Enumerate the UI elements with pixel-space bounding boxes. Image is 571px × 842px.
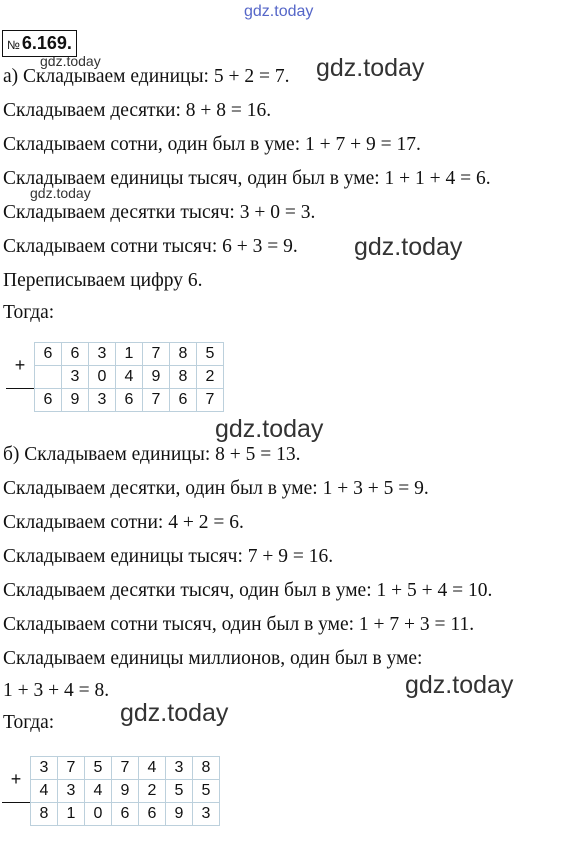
result-cell: 9 [166,803,193,826]
part-b-line: б) Складываем единицы: 8 + 5 = 13. [3,444,301,465]
result-cell: 7 [143,389,170,412]
plus-sign: + [14,354,26,375]
part-b-line: Складываем десятки, один был в уме: 1 + 3 + 5 = 9. [3,478,429,499]
digit-cell: 3 [166,757,193,780]
part-a-line: Переписываем цифру 6. [3,270,203,291]
result-cell: 6 [35,389,62,412]
digit-cell: 5 [193,780,220,803]
watermark: gdz.today [354,233,463,261]
digit-cell: 7 [143,343,170,366]
part-b-line: Складываем сотни тысяч, один был в уме: 1 + 7 + 3 = 11. [3,614,475,635]
result-cell: 6 [116,389,143,412]
result-cell: 6 [170,389,197,412]
result-cell: 0 [85,803,112,826]
watermark: gdz.today [405,671,514,699]
part-b-line: Складываем десятки тысяч, один был в уме: 1 + 5 + 4 = 10. [3,580,493,601]
digit-cell: 3 [58,780,85,803]
digit-cell: 2 [139,780,166,803]
part-b-line: Складываем единицы тысяч: 7 + 9 = 16. [3,546,334,567]
result-cell: 7 [197,389,224,412]
result-cell: 3 [193,803,220,826]
digit-cell: 0 [89,366,116,389]
digit-cell: 9 [112,780,139,803]
sum-line [2,803,31,826]
watermark: gdz.today [40,53,101,69]
part-a-line: Тогда: [3,302,55,323]
part-a-line: Складываем десятки тысяч: 3 + 0 = 3. [3,202,316,223]
digit-cell: 2 [197,366,224,389]
digit-cell: 8 [170,366,197,389]
watermark: gdz.today [120,699,229,727]
digit-cell: 1 [116,343,143,366]
digit-cell: 8 [193,757,220,780]
digit-cell: 9 [143,366,170,389]
digit-cell: 5 [85,757,112,780]
digit-cell: 7 [58,757,85,780]
plus-sign: + [10,768,22,789]
part-b-line: Тогда: [3,712,55,733]
sum-line [6,389,35,412]
watermark-top: gdz.today [244,3,314,20]
part-a-line: Складываем десятки: 8 + 8 = 16. [3,100,272,121]
watermark: gdz.today [30,185,91,201]
part-a-line: а) Складываем единицы: 5 + 2 = 7. [3,66,290,87]
part-b-line: Складываем сотни: 4 + 2 = 6. [3,512,244,533]
digit-cell: 3 [31,757,58,780]
column-addition-b [2,756,220,826]
digit-cell [35,366,62,389]
digit-cell: 5 [166,780,193,803]
result-cell: 1 [58,803,85,826]
result-cell: 6 [139,803,166,826]
digit-cell: 6 [35,343,62,366]
digit-cell: 4 [116,366,143,389]
task-number-badge [2,30,77,57]
digit-cell: 4 [31,780,58,803]
digit-cell: 5 [197,343,224,366]
watermark: gdz.today [316,54,425,82]
result-cell: 6 [112,803,139,826]
digit-cell: 6 [62,343,89,366]
result-cell: 3 [89,389,116,412]
digit-cell: 4 [85,780,112,803]
result-cell: 8 [31,803,58,826]
part-a-line: Складываем единицы тысяч, один был в уме: 1 + 1 + 4 = 6. [3,168,491,189]
watermark: gdz.today [215,415,324,443]
part-a-line: Складываем сотни тысяч: 6 + 3 = 9. [3,236,298,257]
part-a-line: Складываем сотни, один был в уме: 1 + 7 + 9 = 17. [3,134,421,155]
part-b-line: 1 + 3 + 4 = 8. [3,680,110,701]
task-number: 6.169. [21,33,72,53]
digit-cell: 3 [89,343,116,366]
column-addition-a [6,342,224,412]
part-b-line: Складываем единицы миллионов, один был в уме: [3,648,423,669]
digit-cell: 8 [170,343,197,366]
digit-cell: 7 [112,757,139,780]
digit-cell: 4 [139,757,166,780]
digit-cell: 3 [62,366,89,389]
result-cell: 9 [62,389,89,412]
number-sign: № [7,38,20,52]
